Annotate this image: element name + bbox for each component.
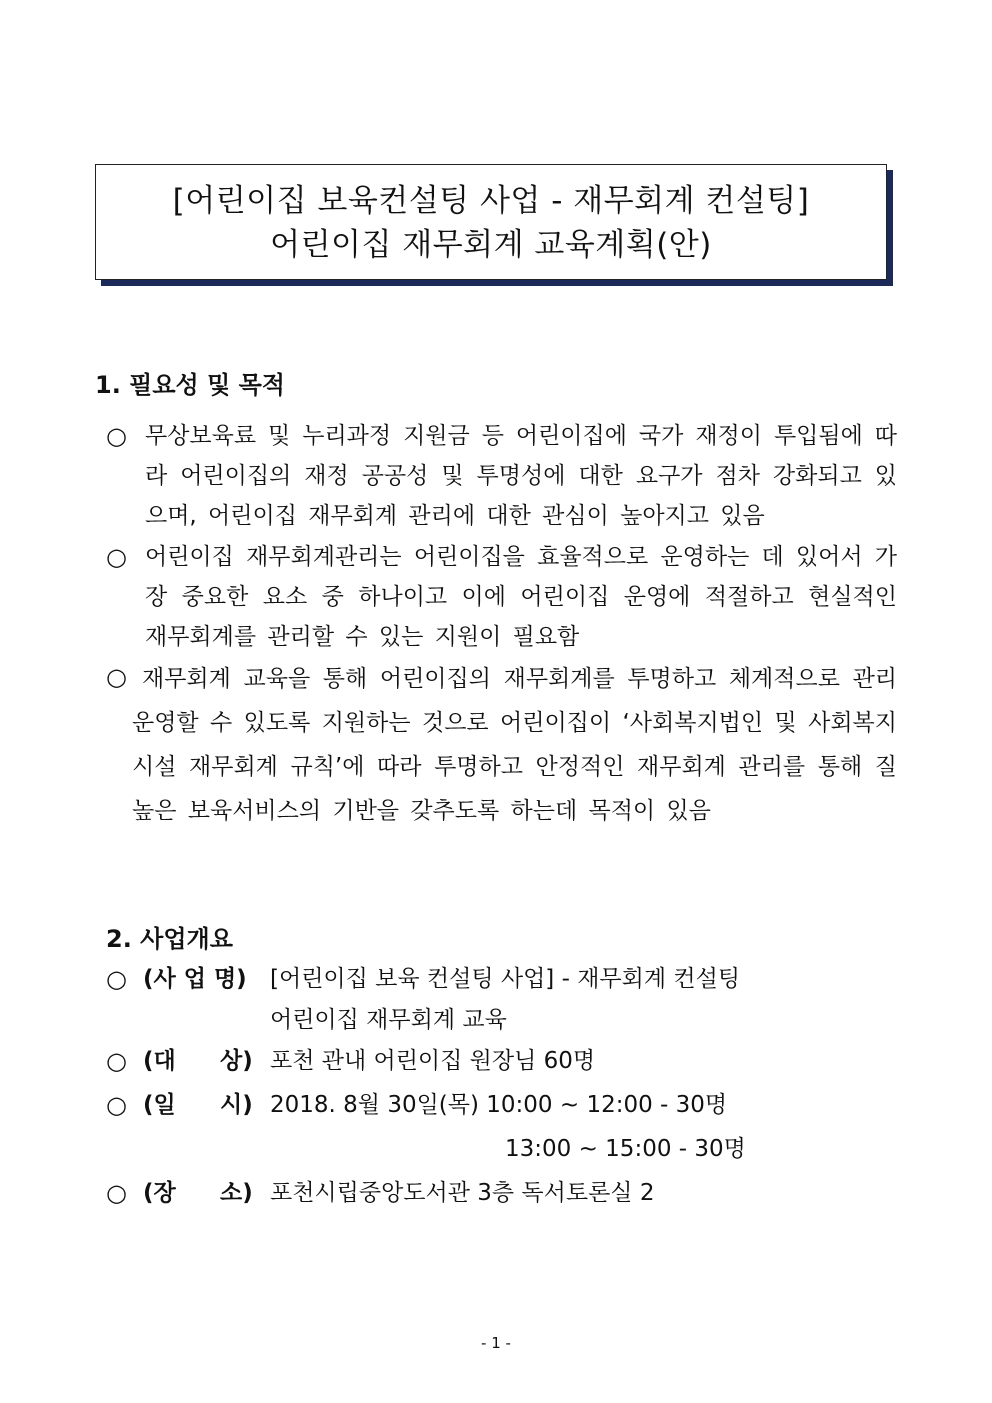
bullet-symbol: ○ bbox=[106, 543, 127, 571]
bullet-symbol: ○ bbox=[106, 663, 127, 691]
section-1-item-2: 어린이집 재무회계관리는 어린이집을 효율적으로 운영하는 데 있어서 가장 중요한 요소 중 하나이고 이에 어린이집 운영에 적절하고 현실적인 재무회계를 관리할 수 있는 지원이 필요함 bbox=[145, 544, 897, 650]
target-value: 포천 관내 어린이집 원장님 60명 bbox=[270, 1048, 596, 1074]
date-label-open: (일 bbox=[143, 1092, 176, 1118]
bullet-symbol: ○ bbox=[106, 1047, 127, 1075]
page-number: - 1 - bbox=[481, 1334, 511, 1352]
section-1-item-3: 재무회계 교육을 통해 어린이집의 재무회계를 투명하고 체계적으로 관리 운영할 수 있도록 지원하는 것으로 어린이집이 ‘사회복지법인 및 사회복지시설 재무회계 규칙’에 따라 투명하고 안정적인 재무회계 관리를 통해 질 높은 보육서비스의 기반을 갖추도록 하는데 목적이 있음 bbox=[132, 666, 897, 824]
target-label-close: 상) bbox=[220, 1048, 253, 1074]
bullet-symbol: ○ bbox=[106, 1179, 127, 1207]
title-box bbox=[95, 164, 887, 280]
place-value: 포천시립중앙도서관 3층 독서토론실 2 bbox=[270, 1180, 655, 1206]
place-label-close: 소) bbox=[220, 1180, 253, 1206]
project-name-label: (사 업 명) bbox=[143, 966, 247, 992]
bullet-symbol: ○ bbox=[106, 422, 127, 450]
title-line-2: 어린이집 재무회계 교육계획(안) bbox=[270, 227, 712, 263]
project-name-value-line-2: 어린이집 재무회계 교육 bbox=[270, 1007, 507, 1033]
title-line-1: [어린이집 보육컨설팅 사업 - 재무회계 컨설팅] bbox=[172, 183, 810, 219]
section-2-heading: 2. 사업개요 bbox=[106, 925, 233, 953]
bullet-symbol: ○ bbox=[106, 1091, 127, 1119]
bullet-symbol: ○ bbox=[106, 965, 127, 993]
section-1-heading: 1. 필요성 및 목적 bbox=[95, 371, 285, 399]
date-value-line-2: 13:00 ~ 15:00 - 30명 bbox=[505, 1136, 746, 1162]
date-label-close: 시) bbox=[220, 1092, 253, 1118]
date-value: 2018. 8월 30일(목) 10:00 ~ 12:00 - 30명 bbox=[270, 1092, 728, 1118]
place-label-open: (장 bbox=[143, 1180, 176, 1206]
project-name-value: [어린이집 보육 컨설팅 사업] - 재무회계 컨설팅 bbox=[270, 966, 741, 992]
section-1-item-1: 무상보육료 및 누리과정 지원금 등 어린이집에 국가 재정이 투입됨에 따라 어린이집의 재정 공공성 및 투명성에 대한 요구가 점차 강화되고 있으며, 어린이집 재무회계 관리에 대한 관심이 높아지고 있음 bbox=[145, 423, 897, 529]
target-label-open: (대 bbox=[143, 1048, 176, 1074]
